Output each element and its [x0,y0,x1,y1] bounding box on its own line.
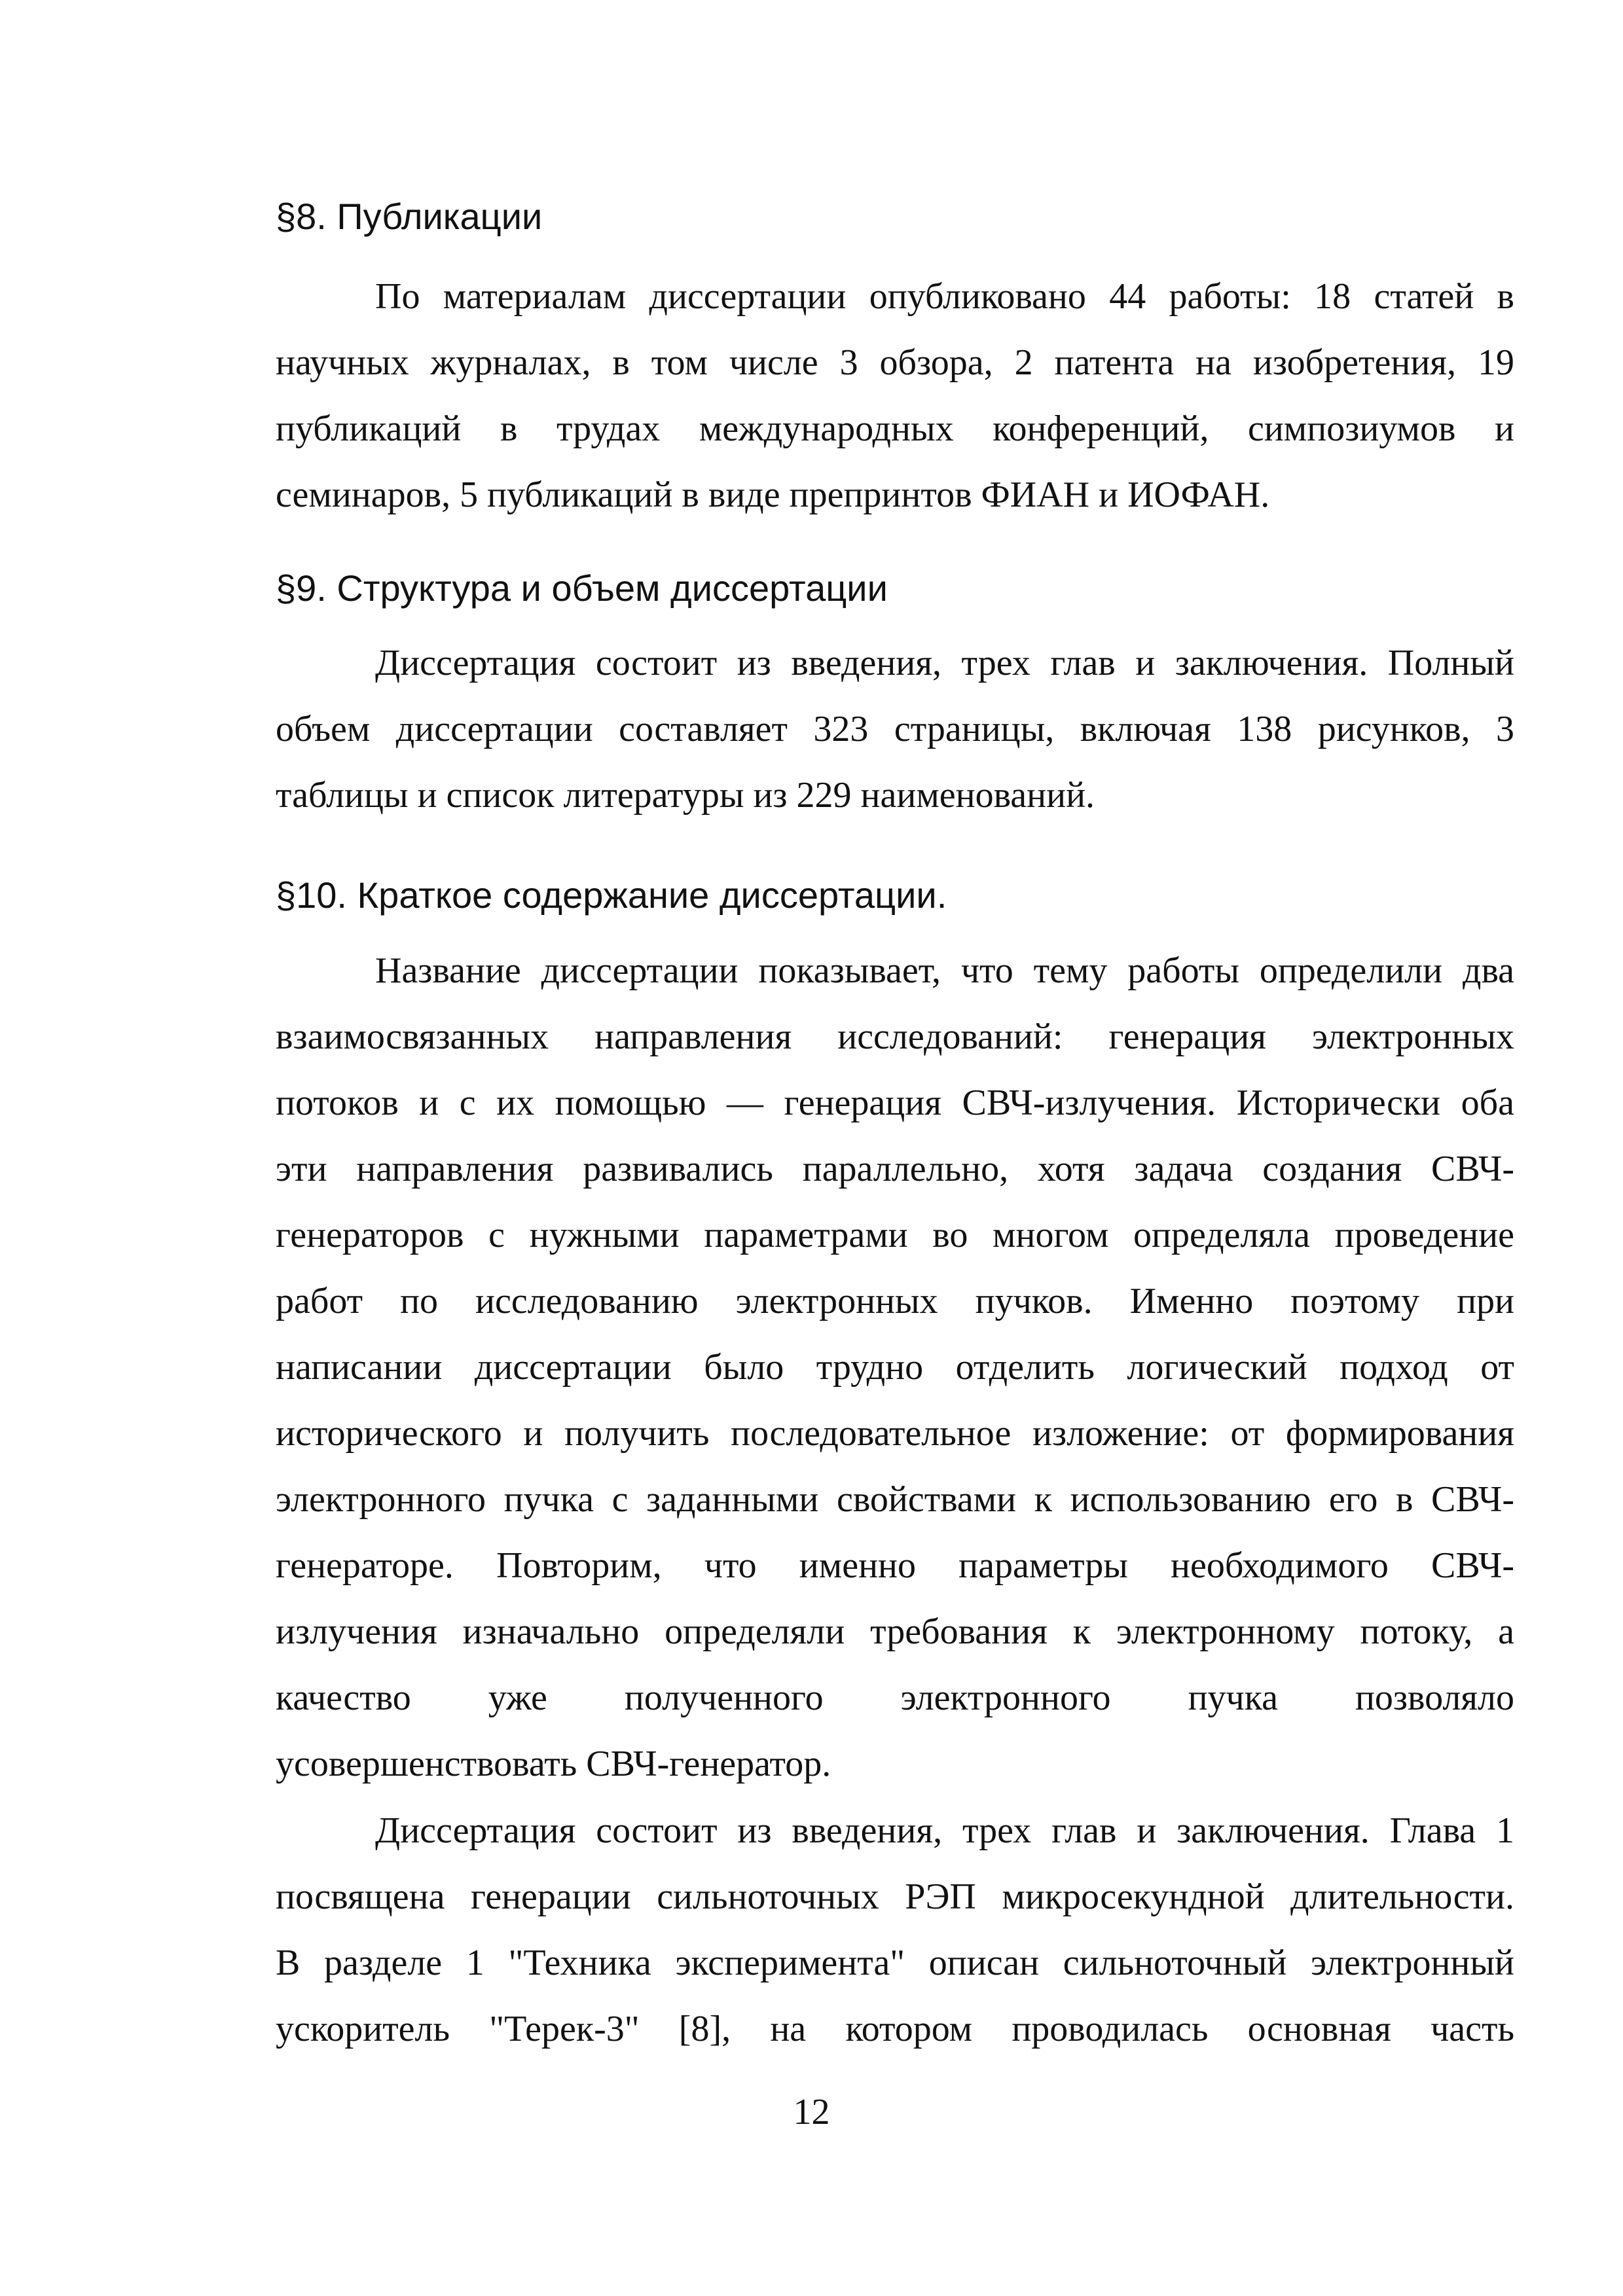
section-10-paragraph-2 [276,1798,1514,2062]
text-line: качество уже полученного электронного пучка позволяло [276,1677,1514,1718]
text-line: семинаров, 5 публикаций в виде препринтов ФИАН и ИОФАН. [276,475,1270,515]
text-line: научных журналах, в том числе 3 обзора, 2 патента на изобретения, 19 [276,342,1514,383]
text-line: объем диссертации составляет 323 страницы, включая 138 рисунков, 3 [276,709,1514,749]
text-line: излучения изначально определяли требования к электронному потоку, а [276,1611,1514,1652]
section-9-paragraph [276,630,1514,829]
section-9-heading: §9. Структура и объем диссертации [276,567,888,609]
text-line: По материалам диссертации опубликовано 44 работы: 18 статей в [375,276,1514,317]
text-line: публикаций в трудах международных конференций, симпозиумов и [276,408,1514,449]
text-line: работ по исследованию электронных пучков. Именно поэтому при [276,1281,1514,1321]
section-10-paragraph-1 [276,938,1514,1797]
text-line: генераторе. Повторим, что именно параметры необходимого СВЧ- [276,1545,1514,1586]
text-line: потоков и с их помощью — генерация СВЧ-излучения. Исторически оба [276,1083,1514,1123]
section-10-heading: §10. Краткое содержание диссертации. [276,874,947,916]
section-8-paragraph [276,264,1514,528]
text-line: Диссертация состоит из введения, трех глав и заключения. Глава 1 [375,1810,1514,1851]
text-line: таблицы и список литературы из 229 наименований. [276,775,1095,816]
text-line: генераторов с нужными параметрами во многом определяла проведение [276,1215,1514,1255]
text-line: электронного пучка с заданными свойствами к использованию его в СВЧ- [276,1479,1514,1520]
text-line: исторического и получить последовательное изложение: от формирования [276,1413,1514,1454]
page-number: 12 [793,2092,830,2132]
text-line: усовершенствовать СВЧ-генератор. [276,1744,831,1784]
section-8-heading: §8. Публикации [276,196,543,237]
text-line: Название диссертации показывает, что тему работы определили два [375,950,1514,991]
text-line: ускоритель "Терек-3" [8], на котором проводилась основная часть [276,2009,1514,2049]
text-line: эти направления развивались параллельно, хотя задача создания СВЧ- [276,1149,1514,1189]
text-line: взаимосвязанных направления исследований: генерация электронных [276,1016,1514,1057]
text-line: написании диссертации было трудно отделить логический подход от [276,1347,1514,1388]
text-line: Диссертация состоит из введения, трех глав и заключения. Полный [375,643,1514,683]
text-line: В разделе 1 "Техника эксперимента" описан сильноточный электронный [276,1943,1514,1983]
text-line: посвящена генерации сильноточных РЭП микросекундной длительности. [276,1876,1514,1917]
